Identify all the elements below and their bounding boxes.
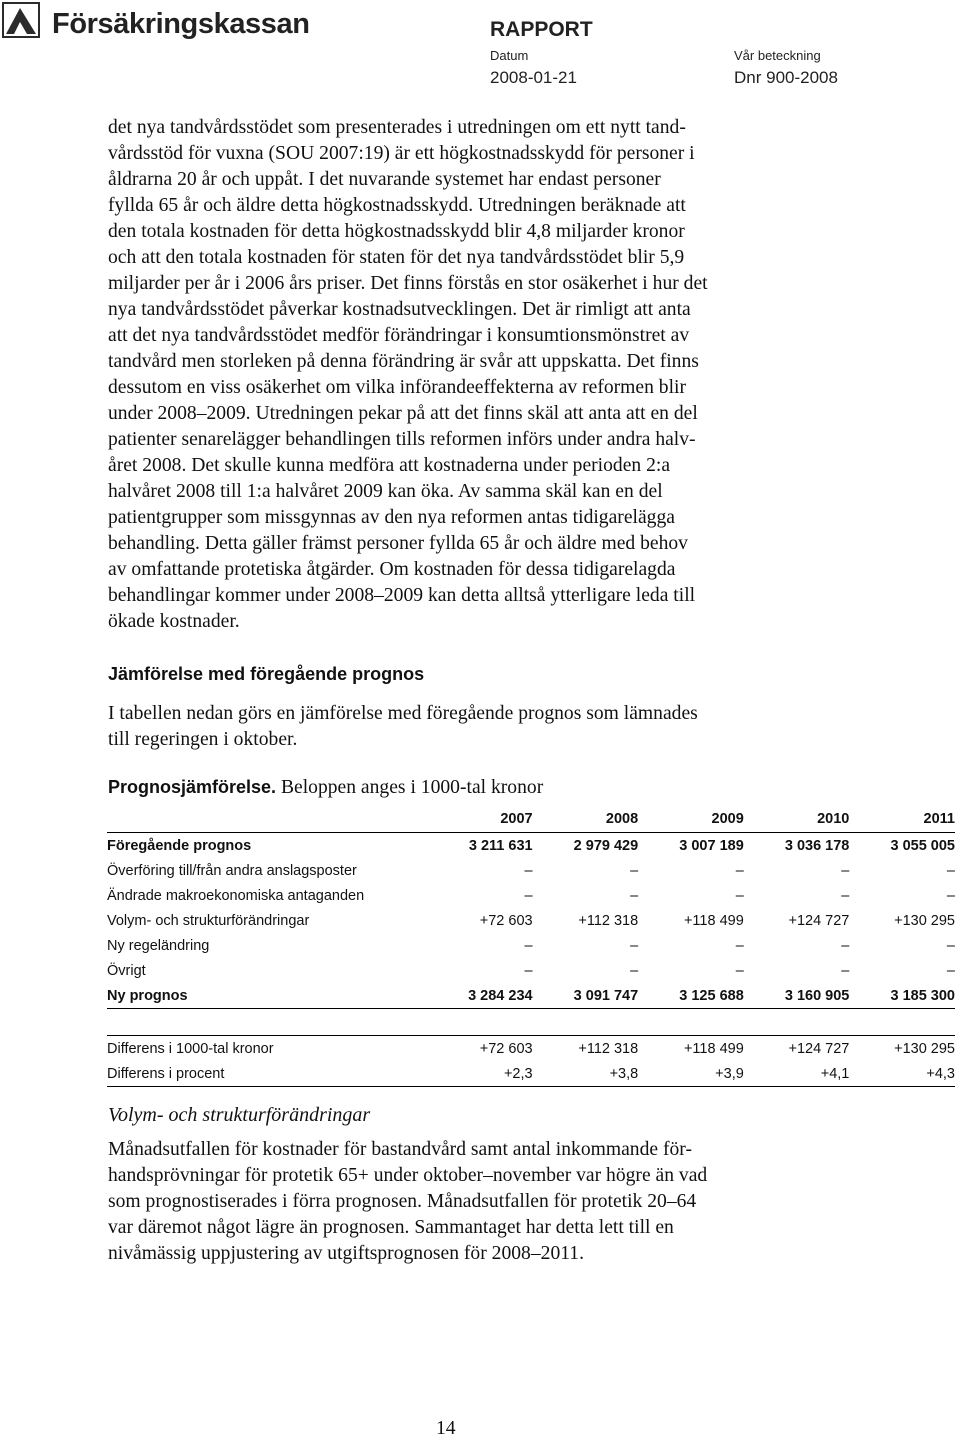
table-caption-text: Beloppen anges i 1000-tal kronor: [276, 777, 544, 798]
table-row: [107, 833, 955, 859]
table-cell: +72 603: [479, 912, 533, 929]
row-label: Föregående prognos: [107, 837, 252, 854]
date-value: 2008-01-21: [490, 68, 577, 87]
table-cell: –: [735, 937, 744, 954]
year-header: 2007: [427, 805, 533, 833]
table-cell: –: [630, 862, 639, 879]
table-cell: 3 007 189: [679, 837, 744, 854]
table-cell: +4,1: [744, 1061, 850, 1087]
table-row: [107, 908, 955, 933]
subsection-paragraph: Månadsutfallen för kostnader för bastandvård samt antal inkommande för- handsprövningar för protetik 65+ under oktober–november var högre än vad som prognostiserades i förra prognosen. Månadsutfallen för protetik 20–64 var däremot något lägre än prognosen. Sammantaget har detta lett till en nivåmässig uppjustering av utgiftsprognosen för 2008–2011.: [108, 1139, 708, 1264]
table-row: [107, 958, 955, 983]
forecast-comparison-table: [107, 805, 955, 1087]
organization-name: Försäkringskassan: [52, 8, 310, 40]
row-label: Ny regeländring: [107, 937, 210, 954]
table-caption-label: Prognosjämförelse.: [108, 777, 277, 797]
year-header: 2011: [849, 805, 955, 833]
table-cell: 2 979 429: [573, 837, 639, 854]
table-row-difference: [107, 1036, 955, 1062]
table-cell: –: [735, 862, 744, 879]
table-row-difference: [107, 1061, 955, 1087]
table-cell: +130 295: [849, 1036, 955, 1062]
year-header: 2008: [533, 805, 639, 833]
row-label: Ny prognos: [107, 983, 427, 1009]
table-header-row: [107, 805, 955, 833]
row-label: Överföring till/från andra anslagsposter: [107, 862, 357, 879]
table-cell: +130 295: [894, 912, 955, 929]
table-cell: +4,3: [849, 1061, 955, 1087]
reference-value: Dnr 900-2008: [734, 68, 838, 87]
table-cell: –: [946, 862, 955, 879]
table-cell: –: [946, 937, 955, 954]
table-cell: –: [630, 937, 639, 954]
forsakringskassan-logo-icon: [2, 2, 40, 38]
table-cell: –: [841, 962, 850, 979]
table-caption: [108, 777, 543, 799]
table-cell: –: [524, 862, 533, 879]
table-cell: +3,8: [533, 1061, 639, 1087]
table-cell: 3 185 300: [849, 983, 955, 1009]
document-type: RAPPORT: [490, 18, 593, 41]
year-header: 2010: [744, 805, 850, 833]
row-label: Differens i procent: [107, 1061, 427, 1087]
table-cell: 3 055 005: [890, 837, 955, 854]
row-label: Övrigt: [107, 962, 146, 979]
table-cell: –: [630, 887, 639, 904]
table-cell: +3,9: [638, 1061, 744, 1087]
table-spacer-row: [107, 1009, 955, 1036]
table-cell: 3 284 234: [427, 983, 533, 1009]
table-cell: –: [524, 962, 533, 979]
reference-label: Vår beteckning: [734, 48, 821, 63]
year-header: 2009: [638, 805, 744, 833]
date-label: Datum: [490, 48, 529, 63]
table-cell: +112 318: [533, 1036, 639, 1062]
table-cell: –: [841, 937, 850, 954]
table-row: [107, 858, 955, 883]
table-cell: +118 499: [683, 912, 744, 929]
table-cell: 3 160 905: [744, 983, 850, 1009]
table-row-total: [107, 983, 955, 1009]
table-cell: –: [841, 887, 850, 904]
table-cell: 3 125 688: [638, 983, 744, 1009]
table-cell: –: [630, 962, 639, 979]
table-cell: +124 727: [744, 1036, 850, 1062]
table-cell: 3 036 178: [784, 837, 850, 854]
table-row: [107, 933, 955, 958]
row-label: Volym- och strukturförändringar: [107, 912, 310, 929]
table-cell: 3 211 631: [468, 837, 533, 854]
table-cell: –: [946, 887, 955, 904]
table-cell: –: [946, 962, 955, 979]
section-heading: Jämförelse med föregående prognos: [108, 664, 425, 684]
page-header: [0, 0, 960, 100]
table-cell: –: [735, 962, 744, 979]
table-cell: –: [735, 887, 744, 904]
row-label: Differens i 1000-tal kronor: [107, 1036, 427, 1062]
header-empty-cell: [107, 805, 427, 833]
table-cell: +2,3: [427, 1061, 533, 1087]
subsection-heading: Volym- och strukturförändringar: [108, 1104, 371, 1126]
table-row: [107, 883, 955, 908]
table-cell: +112 318: [578, 912, 639, 929]
row-label: Ändrade makroekonomiska antaganden: [107, 887, 365, 904]
table-cell: –: [524, 937, 533, 954]
table-cell: –: [524, 887, 533, 904]
table-cell: –: [841, 862, 850, 879]
table-cell: +124 727: [788, 912, 850, 929]
table-cell: +72 603: [427, 1036, 533, 1062]
table-cell: +118 499: [638, 1036, 744, 1062]
table-cell: 3 091 747: [533, 983, 639, 1009]
section-intro: I tabellen nedan görs en jämförelse med föregående prognos som lämnades till regeringen i oktober.: [108, 703, 698, 750]
body-paragraph: det nya tandvårdsstödet som presenterades i utredningen om ett nytt tand- vårdsstöd för vuxna (SOU 2007:19) är ett högkostnadsskydd för personer i åldrarna 20 år och uppåt. I det nuvarande systemet har endast personer fyllda 65 år och äldre detta högkostnadsskydd. Utredningen beräknade att den totala kostnaden för detta högkostnadsskydd blir 4,8 miljarder kronor och att den totala kostnaden för staten för det nya tandvårdsstödet blir 5,9 miljarder per år i 2006 års priser. Det finns förstås en stor osäkerhet i hur det nya tandvårdsstödet påverkar kostnadsutvecklingen. Det är rimligt att anta att det nya tandvårdsstödet medför förändringar i konsumtionsmönstret av tandvård men storleken på denna förändring är svår att uppskatta. Det finns dessutom en viss osäkerhet om vilka införandeeffekterna av reformen blir under 2008–2009. Utredningen pekar på att det finns skäl att anta att en del patienter senarelägger behandlingen tills reformen införs under andra halv- året 2008. Det skulle kunna medföra att kostnaderna under perioden 2:a halvåret 2008 till 1:a halvåret 2009 kan öka. Av samma skäl kan en del patientgrupper som missgynnas av den nya reformen antas tidigarelägga behandling. Detta gäller främst personer fyllda 65 år och äldre med behov av omfattande protetiska åtgärder. Om kostnaden för dessa tidigarelagda behandlingar kommer under 2008–2009 kan detta alltså ytterligare leda till ökade kostnader.: [108, 117, 708, 632]
page-number: 14: [436, 1418, 456, 1439]
